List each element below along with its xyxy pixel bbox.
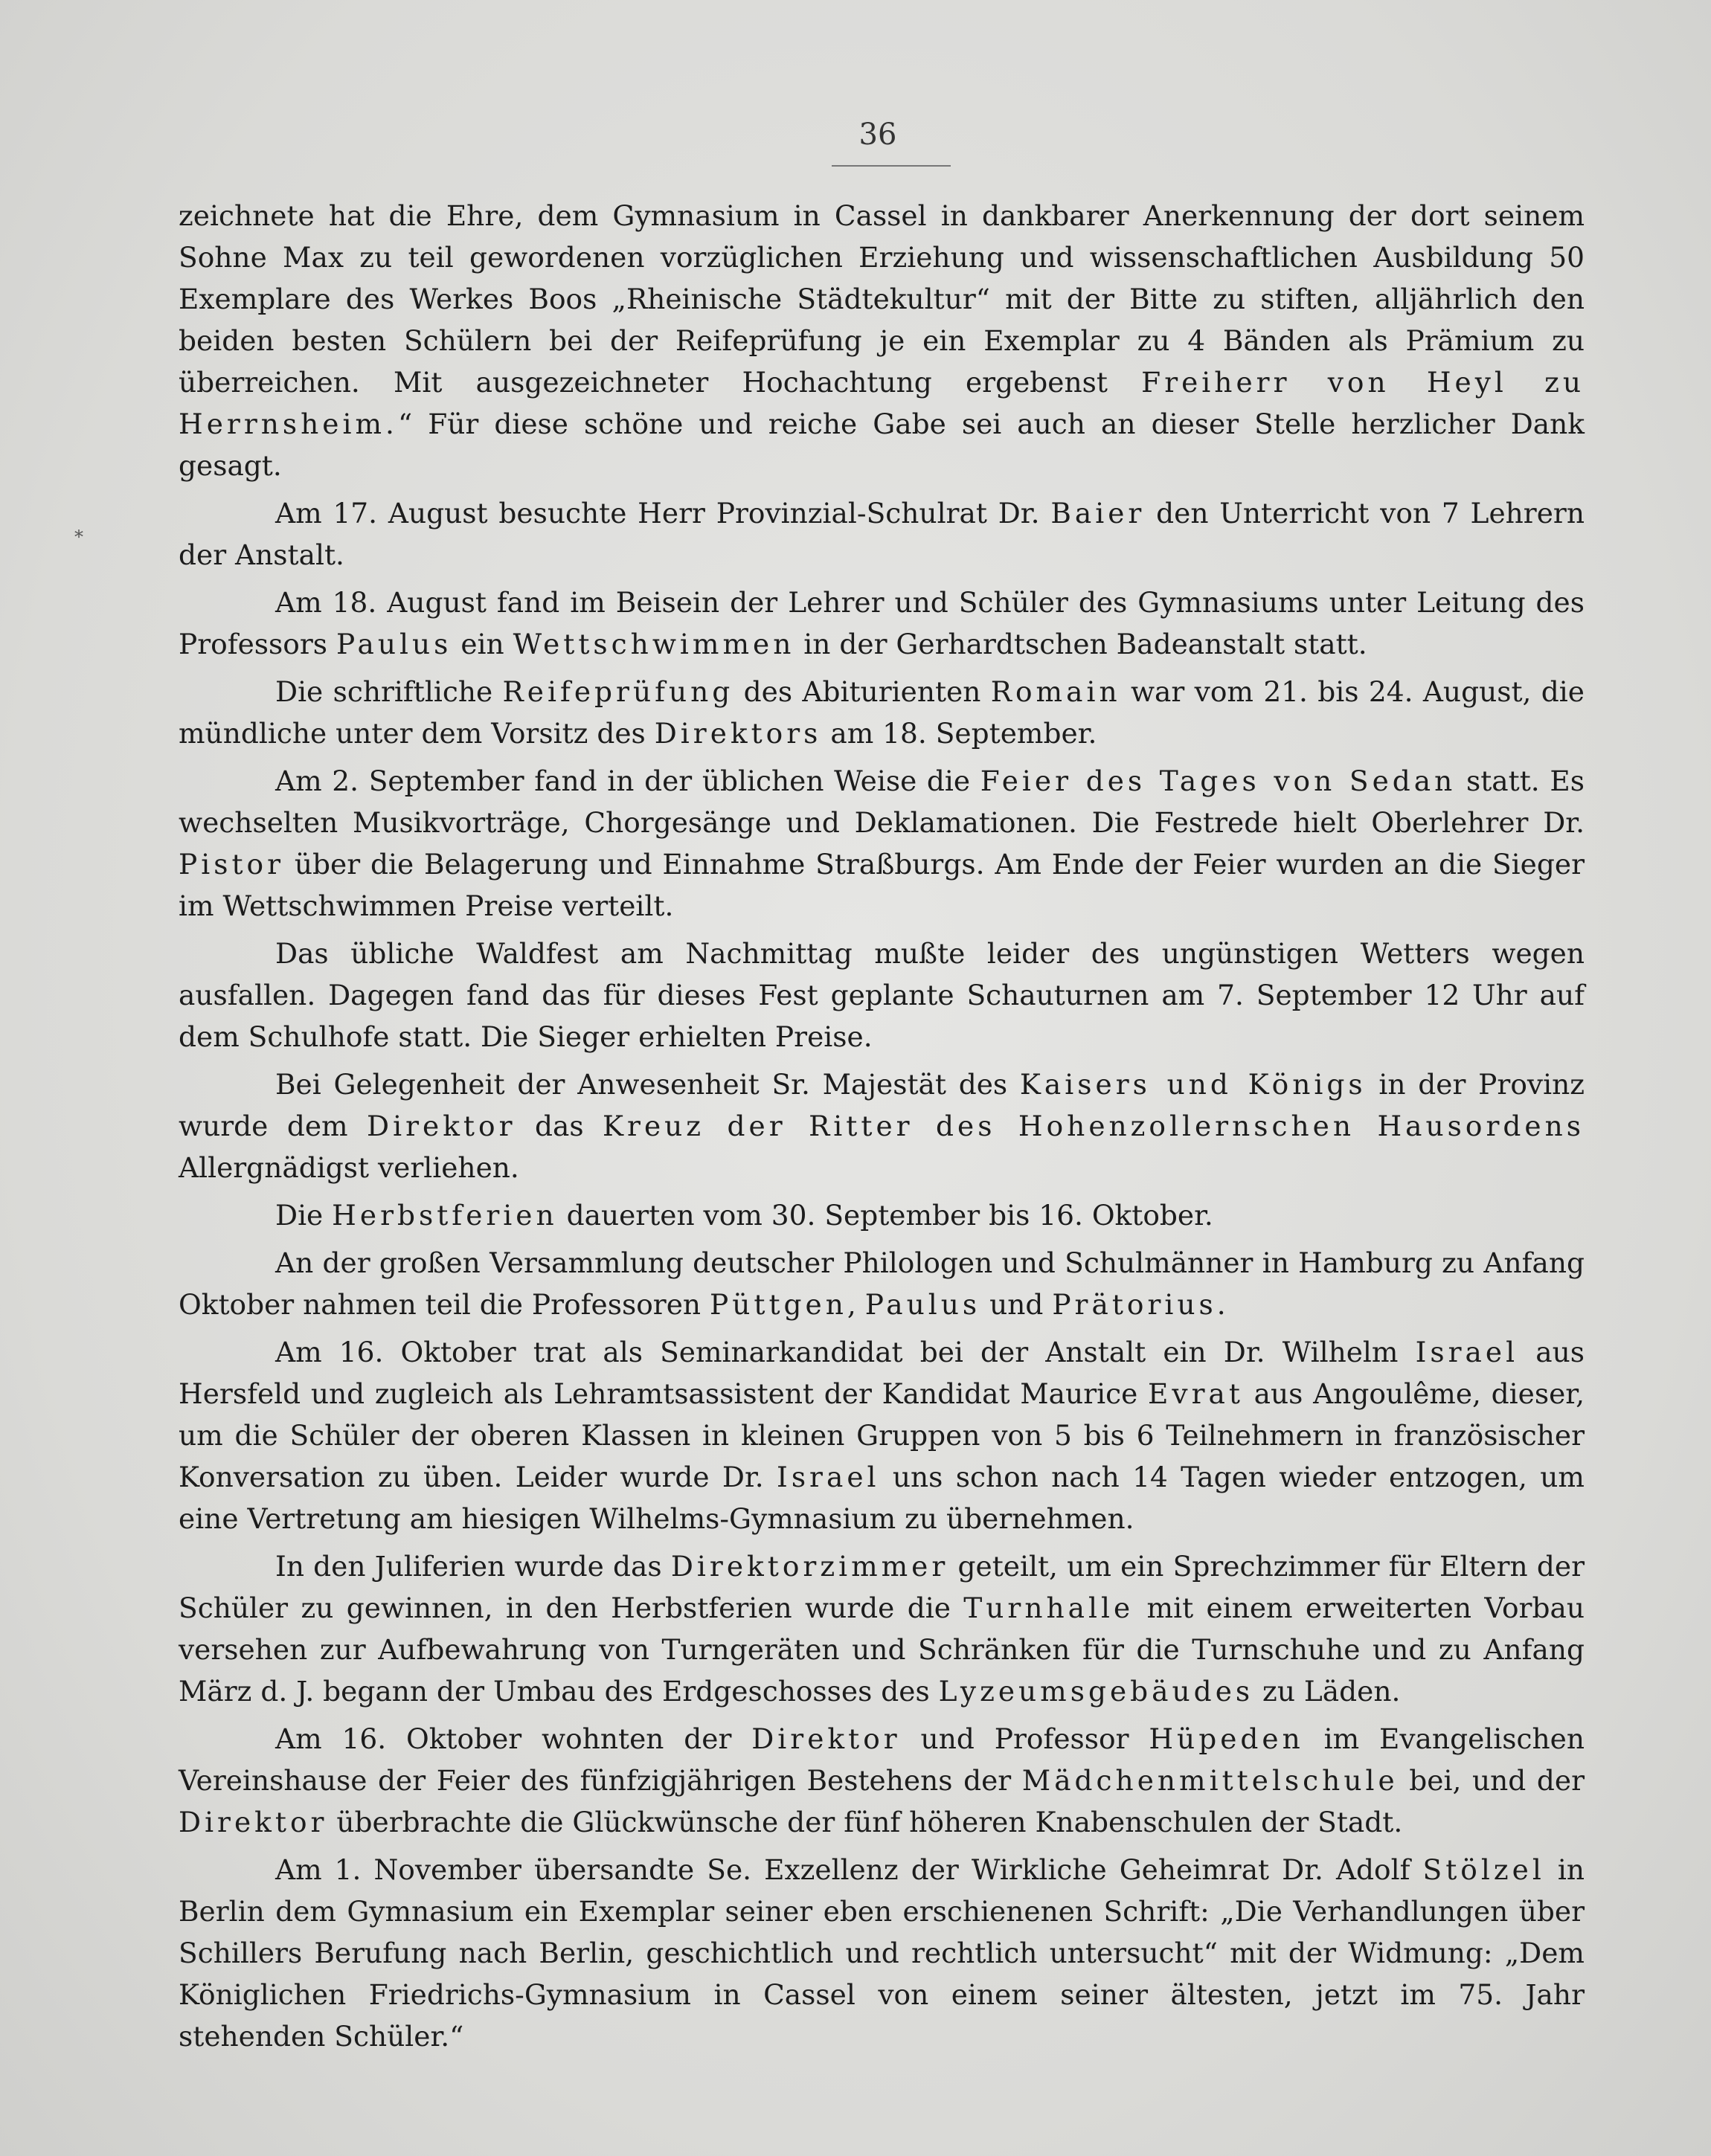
paragraph xyxy=(179,1718,1585,1843)
paragraph xyxy=(179,195,1585,486)
text-segment: . xyxy=(1216,1288,1226,1321)
paragraph xyxy=(179,933,1585,1058)
spaced-emphasis-text: Freiherr von Heyl zu Herrnsheim. xyxy=(179,366,1585,440)
paragraph xyxy=(179,1194,1585,1236)
text-segment: , xyxy=(847,1288,865,1321)
text-segment: Bei Gelegenheit der Anwesenheit Sr. Majestät des xyxy=(275,1068,1020,1101)
text-segment: über die Belagerung und Einnahme Straßburgs. Am Ende der Feier wurden an die Sieger im Wettschwimmen Preise verteilt. xyxy=(179,848,1585,922)
text-segment: Die schriftliche xyxy=(275,675,503,708)
spaced-emphasis-text: Israel xyxy=(777,1461,880,1493)
spaced-emphasis-text: Kreuz der Ritter des Hohenzollernschen Hausordens xyxy=(603,1110,1585,1142)
text-segment: in der Provinz wurde dem xyxy=(179,1068,1585,1142)
spaced-emphasis-text: Püttgen xyxy=(709,1288,847,1321)
paragraph xyxy=(179,1331,1585,1539)
spaced-emphasis-text: Paulus xyxy=(336,628,452,660)
spaced-emphasis-text: Lyzeumsgebäudes xyxy=(938,1675,1254,1708)
spaced-emphasis-text: Herbstferien xyxy=(332,1199,558,1232)
text-segment: dauerten vom 30. September bis 16. Oktober. xyxy=(557,1199,1213,1232)
spaced-emphasis-text: Direktor xyxy=(367,1110,516,1142)
text-segment: aus Hersfeld und zugleich als Lehramtsassistent der Kandidat Maurice xyxy=(179,1336,1585,1410)
spaced-emphasis-text: Stölzel xyxy=(1422,1853,1545,1886)
text-segment: in Berlin dem Gymnasium ein Exemplar seiner eben erschienenen Schrift: „Die Verhandlungen über Schillers Berufung nach Berlin, geschichtlich und rechtlich untersucht“ mit der Widmung: „Dem Königlichen Friedrichs-Gymnasium in Cassel von einem seiner ältesten, jetzt im 75. Jahr stehenden Schüler.“ xyxy=(179,1853,1585,2053)
text-segment: geteilt, um ein Sprechzimmer für Eltern der Schüler zu gewinnen, in den Herbstferien wurde die xyxy=(179,1550,1585,1624)
text-segment: Am 18. August fand im Beisein der Lehrer und Schüler des Gymnasiums unter Leitung des Professors xyxy=(179,586,1585,660)
text-segment: zeichnete hat die Ehre, dem Gymnasium in Cassel in dankbarer Anerkennung der dort seinem Sohne Max zu teil gewordenen vorzüglichen Erziehung und wissenschaftlichen Ausbildung 50 Exemplare des Werkes Boos „Rheinische Städtekultur“ mit der Bitte zu stiften, alljährlich den beiden besten Schülern bei der Reifeprüfung je ein Exemplar zu 4 Bänden als Prämium zu überreichen. Mit ausgezeichneter Hochachtung ergebenst xyxy=(179,199,1585,399)
spaced-emphasis-text: Pistor xyxy=(179,848,285,881)
text-segment: In den Juliferien wurde das xyxy=(275,1550,671,1583)
text-segment: das xyxy=(516,1110,603,1142)
text-segment: überbrachte die Glückwünsche der fünf höheren Knabenschulen der Stadt. xyxy=(327,1806,1403,1838)
paragraph xyxy=(179,671,1585,754)
text-segment: Das übliche Waldfest am Nachmittag mußte leider des ungünstigen Wetters wegen ausfallen. Dagegen fand das für dieses Fest geplante Schauturnen am 7. September 12 Uhr auf dem Schulhofe statt. Die Sieger erhielten Preise. xyxy=(179,937,1585,1053)
text-segment: Am 1. November übersandte Se. Exzellenz der Wirkliche Geheimrat Dr. Adolf xyxy=(275,1853,1423,1886)
text-segment: Die xyxy=(275,1199,333,1232)
text-segment: Am 17. August besuchte Herr Provinzial-Schulrat Dr. xyxy=(275,497,1051,530)
document-body xyxy=(179,195,1585,2063)
text-segment: und xyxy=(980,1288,1053,1321)
text-segment: in der Gerhardtschen Badeanstalt statt. xyxy=(794,628,1367,660)
text-segment: Am 2. September fand in der üblichen Weise die xyxy=(275,765,980,797)
spaced-emphasis-text: Baier xyxy=(1050,497,1146,530)
spaced-emphasis-text: Hüpeden xyxy=(1149,1722,1304,1755)
spaced-emphasis-text: Reifeprüfung xyxy=(502,675,734,708)
spaced-emphasis-text: Direktor xyxy=(751,1722,901,1755)
page-number: 36 xyxy=(858,118,897,152)
text-segment: war vom 21. bis 24. August, die mündliche unter dem Vorsitz des xyxy=(179,675,1585,750)
margin-mark: * xyxy=(74,527,83,547)
text-segment: mit einem erweiterten Vorbau versehen zur Aufbewahrung von Turngeräten und Schränken für die Turnschuhe und zu Anfang März d. J. begann der Umbau des Erdgeschosses des xyxy=(179,1592,1585,1708)
text-segment: im Evangelischen Vereinshause der Feier des fünfzigjährigen Bestehens der xyxy=(179,1722,1585,1797)
spaced-emphasis-text: Israel xyxy=(1415,1336,1519,1368)
paragraph xyxy=(179,760,1585,927)
paragraph xyxy=(179,1242,1585,1325)
text-segment: “ Für diese schöne und reiche Gabe sei auch an dieser Stelle herzlicher Dank gesagt. xyxy=(179,408,1585,482)
text-segment: An der großen Versammlung deutscher Philologen und Schulmänner in Hamburg zu Anfang Oktober nahmen teil die Professoren xyxy=(179,1246,1585,1321)
spaced-emphasis-text: Wettschwimmen xyxy=(513,628,795,660)
text-segment: Allergnädigst verliehen. xyxy=(179,1151,519,1184)
spaced-emphasis-text: Direktors xyxy=(654,717,822,750)
text-segment: statt. Es wechselten Musikvorträge, Chorgesänge und Deklamationen. Die Festrede hielt Oberlehrer Dr. xyxy=(179,765,1585,839)
text-segment: aus Angoulême, dieser, um die Schüler der oberen Klassen in kleinen Gruppen von 5 bis 6 Teilnehmern in französischer Konversation zu üben. Leider wurde Dr. xyxy=(179,1377,1585,1493)
spaced-emphasis-text: Feier des Tages von Sedan xyxy=(980,765,1457,797)
text-segment: am 18. September. xyxy=(821,717,1097,750)
text-segment: des Abiturienten xyxy=(733,675,991,708)
paragraph xyxy=(179,1063,1585,1188)
paragraph xyxy=(179,492,1585,576)
text-segment: und Professor xyxy=(900,1722,1149,1755)
spaced-emphasis-text: Direktorzimmer xyxy=(670,1550,949,1583)
text-segment: zu Läden. xyxy=(1253,1675,1401,1708)
spaced-emphasis-text: Evrat xyxy=(1148,1377,1244,1410)
spaced-emphasis-text: Paulus xyxy=(864,1288,981,1321)
text-segment: Am 16. Oktober trat als Seminarkandidat bei der Anstalt ein Dr. Wilhelm xyxy=(275,1336,1416,1368)
spaced-emphasis-text: Mädchenmittelschule xyxy=(1021,1764,1399,1797)
spaced-emphasis-text: Turnhalle xyxy=(963,1592,1134,1624)
spaced-emphasis-text: Direktor xyxy=(179,1806,328,1838)
text-segment: uns schon nach 14 Tagen wieder entzogen, um eine Vertretung am hiesigen Wilhelms-Gymnasium zu übernehmen. xyxy=(179,1461,1585,1535)
text-segment: bei, und der xyxy=(1398,1764,1585,1797)
text-segment: ein xyxy=(452,628,513,660)
spaced-emphasis-text: Kaisers und Königs xyxy=(1019,1068,1367,1101)
paragraph xyxy=(179,582,1585,665)
text-segment: den Unterricht von 7 Lehrern der Anstalt. xyxy=(179,497,1585,571)
text-segment: Am 16. Oktober wohnten der xyxy=(275,1722,752,1755)
spaced-emphasis-text: Romain xyxy=(990,675,1121,708)
header-rule xyxy=(832,165,951,167)
paragraph xyxy=(179,1545,1585,1712)
paragraph xyxy=(179,1849,1585,2057)
spaced-emphasis-text: Prätorius xyxy=(1052,1288,1217,1321)
